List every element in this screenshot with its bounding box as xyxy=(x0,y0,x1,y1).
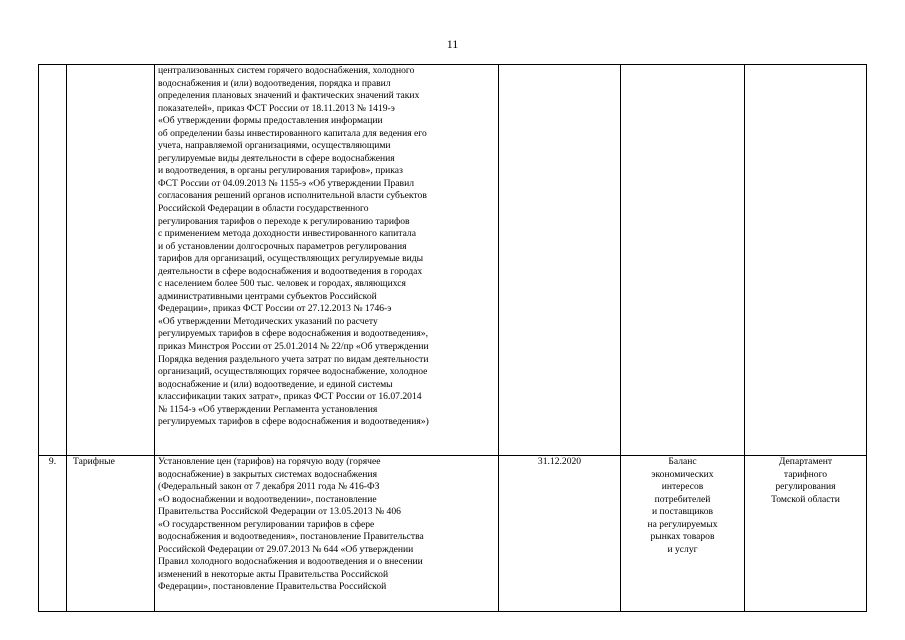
text-line: централизованных систем горячего водоснабжения, холодного xyxy=(158,65,415,76)
text-line: экономических xyxy=(651,468,714,480)
description-cell xyxy=(155,65,499,456)
text-line: «Об утверждении формы предоставления информации xyxy=(158,115,383,127)
description-text xyxy=(158,65,496,429)
row-number-cell: 9. xyxy=(39,456,67,612)
text-line: Российской Федерации от 29.07.2013 № 644 «Об утверждении xyxy=(158,543,414,555)
date-cell: 31.12.2020 xyxy=(499,456,621,612)
text-line: и об установлении долгосрочных параметров регулирования xyxy=(158,240,407,252)
text-line: на регулируемых xyxy=(647,518,718,530)
text-line: об определении базы инвестированного капитала для ведения его xyxy=(158,127,427,139)
text-line: с применением метода доходности инвестированного капитала xyxy=(158,228,416,240)
text-line: интересов xyxy=(661,481,704,493)
text-line: водоснабжение и (или) водоотведение, и единой системы xyxy=(158,378,393,390)
text-line: Правил холодного водоснабжения и водоотведения и о внесении xyxy=(158,556,423,568)
text-line: учета, направляемой организациями, осуществляющими xyxy=(158,140,391,152)
text-line: согласования решений органов исполнительной власти субъектов xyxy=(158,190,427,202)
authority-cell xyxy=(745,456,867,612)
text-line: изменений в некоторые акты Правительства Российской xyxy=(158,568,389,580)
text-line: «О водоснабжении и водоотведении», постановление xyxy=(158,493,377,505)
text-line: Федерации», постановление Правительства Российской xyxy=(158,581,387,593)
text-line: Томской области xyxy=(771,493,840,505)
goal-text xyxy=(621,456,744,556)
type-cell xyxy=(67,65,155,456)
text-line: приказ Минстроя России от 25.01.2014 № 22/пр «Об утверждении xyxy=(158,341,429,353)
text-line: и поставщиков xyxy=(651,506,714,518)
text-line: регулируемых тарифов в сфере водоснабжения и водоотведения», xyxy=(158,328,428,340)
text-line: Федерации», приказ ФСТ России от 27.12.2013 № 1746-э xyxy=(158,303,392,315)
text-line: водоснабжения и (или) водоотведения, порядка и правил xyxy=(158,77,391,89)
text-line: и услуг xyxy=(667,543,698,555)
page-number: 11 xyxy=(446,37,459,51)
text-line: рынках товаров xyxy=(650,531,715,543)
regulation-table xyxy=(38,64,867,612)
text-line: регулируемые виды деятельности в сфере водоснабжения xyxy=(158,152,395,164)
text-line: административными центрами субъектов Российской xyxy=(158,290,377,302)
text-line: Баланс xyxy=(668,456,697,467)
goal-cell xyxy=(621,65,745,456)
text-line: Российской Федерации в области государственного xyxy=(158,203,369,215)
text-line: (Федеральный закон от 7 декабря 2011 года № 416-ФЗ xyxy=(158,481,380,493)
text-line: регулирования тарифов о переходе к регулированию тарифов xyxy=(158,215,410,227)
text-line: показателей», приказ ФСТ России от 18.11.2013 № 1419-э xyxy=(158,102,395,114)
text-line: тарифов для организаций, осуществляющих регулируемые виды xyxy=(158,253,424,265)
text-line: организаций, осуществляющих горячее водоснабжение, холодное xyxy=(158,366,428,378)
table-row xyxy=(39,456,867,612)
text-line: и водоотведения, в органы регулирования тарифов», приказ xyxy=(158,165,403,177)
description-cell xyxy=(155,456,499,612)
text-line: регулирования xyxy=(775,481,836,493)
text-line: деятельности в сфере водоснабжения и водоотведения в городах xyxy=(158,265,423,277)
text-line: тарифного xyxy=(783,468,828,480)
type-cell: Тарифные xyxy=(67,456,155,612)
text-line: потребителей xyxy=(654,493,711,505)
text-line: Правительства Российской Федерации от 13.05.2013 № 406 xyxy=(158,506,401,518)
text-line: регулируемых тарифов в сфере водоснабжения и водоотведения») xyxy=(158,416,429,428)
text-line: определения плановых значений и фактических значений таких xyxy=(158,90,420,102)
authority-cell xyxy=(745,65,867,456)
text-line: «Об утверждении Методических указаний по расчету xyxy=(158,315,378,327)
table-row xyxy=(39,65,867,456)
text-line: «О государственном регулировании тарифов в сфере xyxy=(158,518,375,530)
text-line: классификации таких затрат», приказ ФСТ России от 16.07.2014 xyxy=(158,391,422,403)
text-line: Департамент xyxy=(778,456,833,467)
description-text xyxy=(158,456,496,594)
text-line: Установление цен (тарифов) на горячую воду (горячее xyxy=(158,456,381,467)
row-number-cell xyxy=(39,65,67,456)
text-line: ФСТ России от 04.09.2013 № 1155-э «Об утверждении Правил xyxy=(158,177,415,189)
text-line: с населением более 500 тыс. человек и городах, являющихся xyxy=(158,278,406,290)
text-line: водоснабжения и водоотведения», постановление Правительства xyxy=(158,531,424,543)
date-cell xyxy=(499,65,621,456)
authority-text xyxy=(745,456,866,506)
text-line: водоснабжение) в закрытых системах водоснабжения xyxy=(158,468,377,480)
text-line: Порядка ведения раздельного учета затрат по видам деятельности xyxy=(158,353,429,365)
goal-cell xyxy=(621,456,745,612)
text-line: № 1154-э «Об утверждении Регламента установления xyxy=(158,403,378,415)
